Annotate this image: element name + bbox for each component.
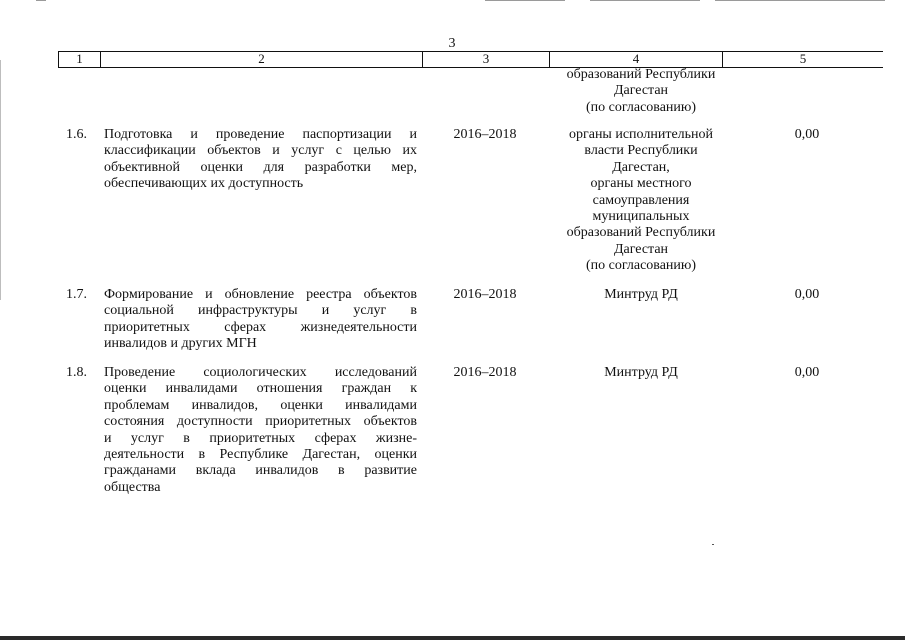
row-amount: 0,00 — [794, 127, 820, 142]
executor-line: (по согласованию) — [585, 258, 697, 274]
executor-line: Минтруд РД — [604, 287, 678, 302]
scan-edge-mark — [485, 0, 565, 1]
executor-line: Минтруд РД — [604, 365, 678, 380]
executor-line: образований Республики — [566, 225, 716, 241]
header-cell-5: 5 — [722, 52, 883, 67]
row-period: 2016–2018 — [453, 287, 517, 302]
executor-line: муниципальных — [592, 209, 690, 225]
description-line: Подготовка и проведение паспортизации и — [104, 127, 417, 142]
table-header — [58, 51, 883, 68]
executor-line: (по согласованию) — [585, 99, 697, 115]
description-line: состояния доступности приоритетных объектов — [104, 414, 417, 430]
header-cell-1: 1 — [58, 52, 100, 67]
row-number: 1.8. — [66, 365, 87, 380]
row-executor — [548, 287, 734, 303]
continuation-executor — [548, 67, 734, 116]
row-executor — [548, 127, 734, 275]
description-line: социальной инфраструктуры и услуг в — [104, 303, 417, 319]
description-line: и услуг в приоритетных сферах жизне- — [104, 430, 417, 446]
executor-line: органы исполнительной — [568, 127, 714, 142]
executor-line: Дагестан — [613, 241, 669, 257]
row-executor — [548, 365, 734, 381]
row-amount: 0,00 — [794, 287, 820, 302]
row-amount: 0,00 — [794, 365, 820, 380]
header-cell-2: 2 — [100, 52, 422, 67]
description-line: проблемам инвалидов, оценки инвалидами — [104, 397, 417, 413]
row-number: 1.6. — [66, 127, 87, 142]
header-cell-3: 3 — [422, 52, 549, 67]
description-line: объективной оценки для разработки мер, — [104, 159, 417, 175]
executor-line: Дагестан, — [612, 159, 670, 175]
scan-speck — [712, 544, 714, 545]
description-line: инвалидов и других МГН — [104, 336, 257, 352]
header-cell-4: 4 — [549, 52, 722, 67]
description-line: Проведение социологических исследований — [104, 365, 417, 380]
executor-line: самоуправления — [592, 192, 690, 208]
description-line: классификации объектов и услуг с целью их — [104, 143, 417, 159]
row-description — [104, 127, 417, 193]
description-line: обеспечивающих их доступность — [104, 176, 304, 192]
description-line: Формирование и обновление реестра объектов — [104, 287, 417, 302]
row-period: 2016–2018 — [453, 127, 517, 142]
scan-edge-left — [0, 60, 1, 300]
description-line: оценки инвалидами отношения граждан к — [104, 381, 417, 397]
executor-line: органы местного — [590, 176, 692, 192]
page-number: 3 — [448, 36, 456, 51]
description-line: общества — [104, 479, 161, 495]
executor-line: образований Республики — [566, 67, 716, 82]
scan-edge-mark — [36, 0, 46, 1]
row-period: 2016–2018 — [453, 365, 517, 380]
row-number: 1.7. — [66, 287, 87, 302]
scan-edge-bottom — [0, 636, 905, 640]
description-line: гражданами вклада инвалидов в развитие — [104, 463, 417, 479]
description-line: деятельности в Республике Дагестан, оценки — [104, 447, 417, 463]
scan-edge-mark — [590, 0, 700, 1]
scan-edge-mark — [715, 0, 885, 1]
description-line: приоритетных сферах жизнедеятельности — [104, 319, 417, 335]
row-description — [104, 287, 417, 353]
row-description — [104, 365, 417, 496]
executor-line: Дагестан — [613, 83, 669, 99]
executor-line: власти Республики — [584, 143, 698, 159]
